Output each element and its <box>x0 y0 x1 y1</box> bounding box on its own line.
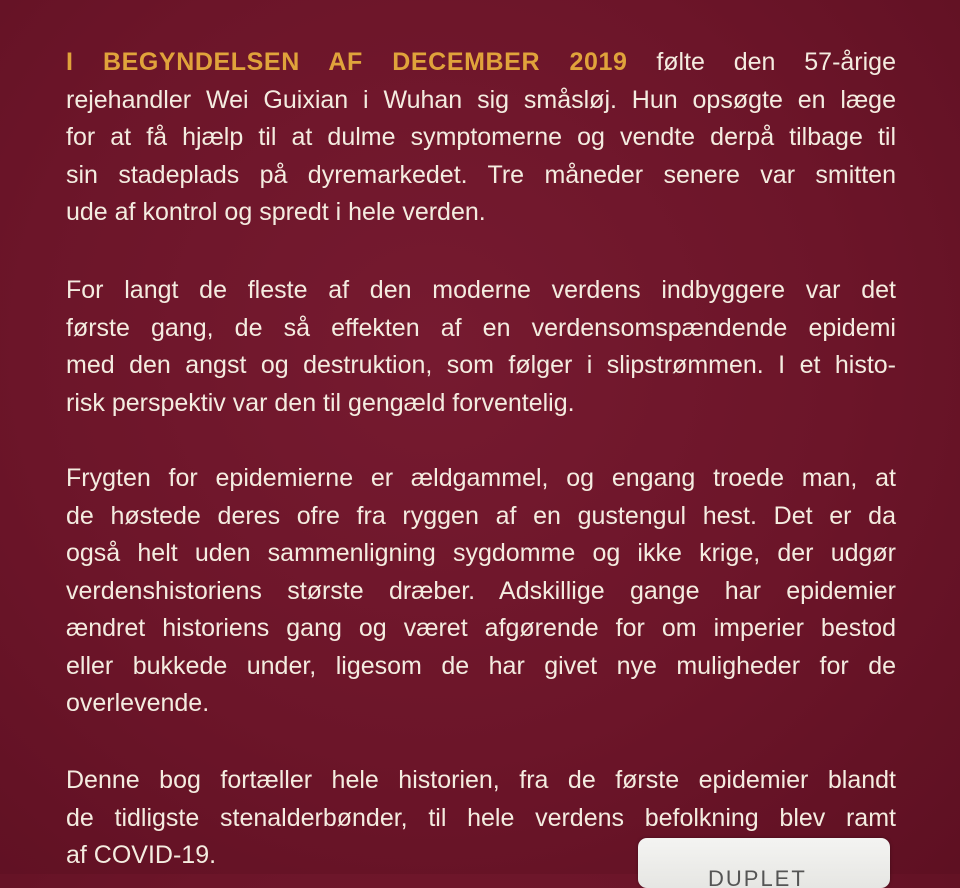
text-line: rejehandler Wei Guixian i Wuhan sig småsløj. Hun opsøgte en læge <box>66 85 896 114</box>
text-line: første gang, de så effekten af en verdensomspændende epidemi <box>66 313 896 342</box>
text-line: risk perspektiv var den til gengæld forventelig. <box>66 388 575 417</box>
text-line: for at få hjælp til at dulme symptomerne og vendte derpå tilbage til <box>66 123 896 151</box>
text-line: ændret historiens gang og været afgørende for om imperier bestod <box>66 614 896 642</box>
text-line: også helt uden sammenligning sygdomme og ikke krige, der udgør <box>66 539 896 567</box>
text-line: med den angst og destruktion, som følger i slipstrømmen. I et histo- <box>66 351 896 379</box>
text-line: sin stadeplads på dyremarkedet. Tre måneder senere var smitten <box>66 160 896 189</box>
paragraph-1 <box>66 44 896 232</box>
text-line: Frygten for epidemierne er ældgammel, og engang troede man, at <box>66 464 896 492</box>
paragraph-3 <box>66 460 896 723</box>
text-line: I BEGYNDELSEN AF DECEMBER 2019 følte den 57-årige <box>66 48 896 76</box>
text-line: de tidligste stenalderbønder, til hele verdens befolkning blev ramt <box>66 803 896 832</box>
paragraph-2 <box>66 272 896 422</box>
text-line: verdenshistoriens største dræber. Adskillige gange har epidemier <box>66 576 896 605</box>
text-line: af COVID-19. <box>66 841 217 869</box>
text-line: overlevende. <box>66 689 210 717</box>
text-line: de høstede deres ofre fra ryggen af en gustengul hest. Det er da <box>66 501 896 530</box>
text-line: eller bukkede under, ligesom de har givet nye muligheder for de <box>66 651 896 680</box>
price-sticker <box>638 838 890 888</box>
text-line: For langt de fleste af den moderne verdens indbyggere var det <box>66 276 896 304</box>
text-line: Denne bog fortæller hele historien, fra de første epidemier blandt <box>66 766 896 794</box>
sticker-label: DUPLET <box>708 866 807 888</box>
lead-in-heading: I BEGYNDELSEN AF DECEMBER 2019 <box>66 48 628 76</box>
text-line: ude af kontrol og spredt i hele verden. <box>66 198 486 226</box>
